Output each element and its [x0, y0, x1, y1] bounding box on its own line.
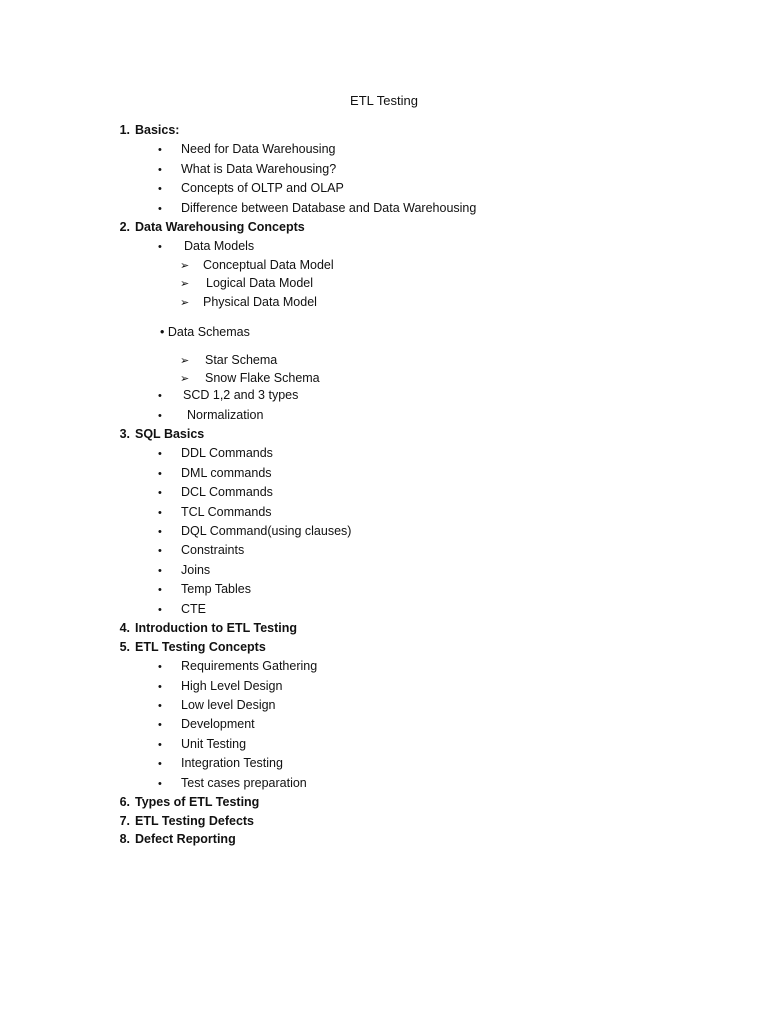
section-heading: Defect Reporting — [135, 832, 236, 846]
list-item: Data Models — [184, 239, 255, 253]
sub-list-item: Star Schema — [205, 353, 278, 367]
list-item: DQL Command(using clauses) — [181, 524, 352, 538]
bullet-icon: • — [158, 448, 162, 460]
list-item: DDL Commands — [181, 446, 273, 460]
section-number: 3. — [119, 427, 130, 441]
bullet-icon: • — [158, 526, 162, 538]
bullet-icon: • — [158, 758, 162, 770]
list-item: Test cases preparation — [181, 776, 307, 790]
bullet-icon: • — [158, 545, 162, 557]
list-item: Difference between Database and Data Warehousing — [181, 201, 477, 215]
section-number: 1. — [119, 123, 130, 137]
bullet-icon: • — [158, 719, 162, 731]
section-heading: Introduction to ETL Testing — [135, 621, 298, 635]
bullet-icon: • — [158, 661, 162, 673]
bullet-icon: • — [158, 241, 162, 253]
bullet-icon: • — [158, 584, 162, 596]
arrow-bullet-icon: ➢ — [180, 260, 190, 272]
list-item: What is Data Warehousing? — [181, 162, 337, 176]
section-number: 2. — [119, 220, 130, 234]
list-item: Need for Data Warehousing — [181, 142, 336, 156]
arrow-bullet-icon: ➢ — [180, 278, 190, 290]
list-item: DCL Commands — [181, 485, 273, 499]
section-heading: Types of ETL Testing — [135, 795, 260, 809]
section-number: 6. — [119, 795, 130, 809]
bullet-icon: • — [158, 487, 162, 499]
list-item: Joins — [181, 563, 211, 577]
section-heading: Data Warehousing Concepts — [135, 220, 305, 234]
sub-list-item: Physical Data Model — [203, 295, 317, 309]
sub-list-item: Snow Flake Schema — [205, 371, 320, 385]
bullet-icon: • — [158, 468, 162, 480]
list-item: DML commands — [181, 466, 272, 480]
list-item: Requirements Gathering — [181, 659, 318, 673]
section-number: 5. — [119, 640, 130, 654]
list-item: Constraints — [181, 543, 245, 557]
bullet-icon: • — [158, 739, 162, 751]
section-heading: ETL Testing Concepts — [135, 640, 266, 654]
list-item: Concepts of OLTP and OLAP — [181, 181, 344, 195]
section-heading: SQL Basics — [135, 427, 205, 441]
list-item: Development — [181, 717, 255, 731]
sub-list-item: Conceptual Data Model — [203, 258, 334, 272]
list-item: CTE — [181, 602, 206, 616]
section-number: 4. — [119, 621, 130, 635]
bullet-icon: • — [158, 203, 162, 215]
bullet-icon: • — [158, 164, 162, 176]
bullet-icon: • — [158, 390, 162, 402]
document-title: ETL Testing — [350, 93, 418, 108]
list-item: SCD 1,2 and 3 types — [183, 388, 299, 402]
list-item: High Level Design — [181, 679, 283, 693]
list-item: Low level Design — [181, 698, 276, 712]
section-heading: Basics: — [135, 123, 180, 137]
list-item: Integration Testing — [181, 756, 283, 770]
list-item: Temp Tables — [181, 582, 251, 596]
section-number: 7. — [119, 814, 130, 828]
sub-list-item: Logical Data Model — [206, 276, 314, 290]
list-item: Normalization — [187, 408, 264, 422]
bullet-icon: • — [158, 183, 162, 195]
list-item: TCL Commands — [181, 505, 272, 519]
bullet-icon: • — [158, 507, 162, 519]
arrow-bullet-icon: ➢ — [180, 297, 190, 309]
section-number: 8. — [119, 832, 130, 846]
bullet-icon: • — [158, 700, 162, 712]
list-item: • Data Schemas — [160, 325, 250, 339]
bullet-icon: • — [158, 144, 162, 156]
bullet-icon: • — [158, 604, 162, 616]
bullet-icon: • — [158, 778, 162, 790]
bullet-icon: • — [158, 681, 162, 693]
bullet-icon: • — [158, 565, 162, 577]
arrow-bullet-icon: ➢ — [180, 355, 190, 367]
section-heading: ETL Testing Defects — [135, 814, 255, 828]
list-item: Unit Testing — [181, 737, 247, 751]
arrow-bullet-icon: ➢ — [180, 373, 190, 385]
bullet-icon: • — [158, 410, 162, 422]
